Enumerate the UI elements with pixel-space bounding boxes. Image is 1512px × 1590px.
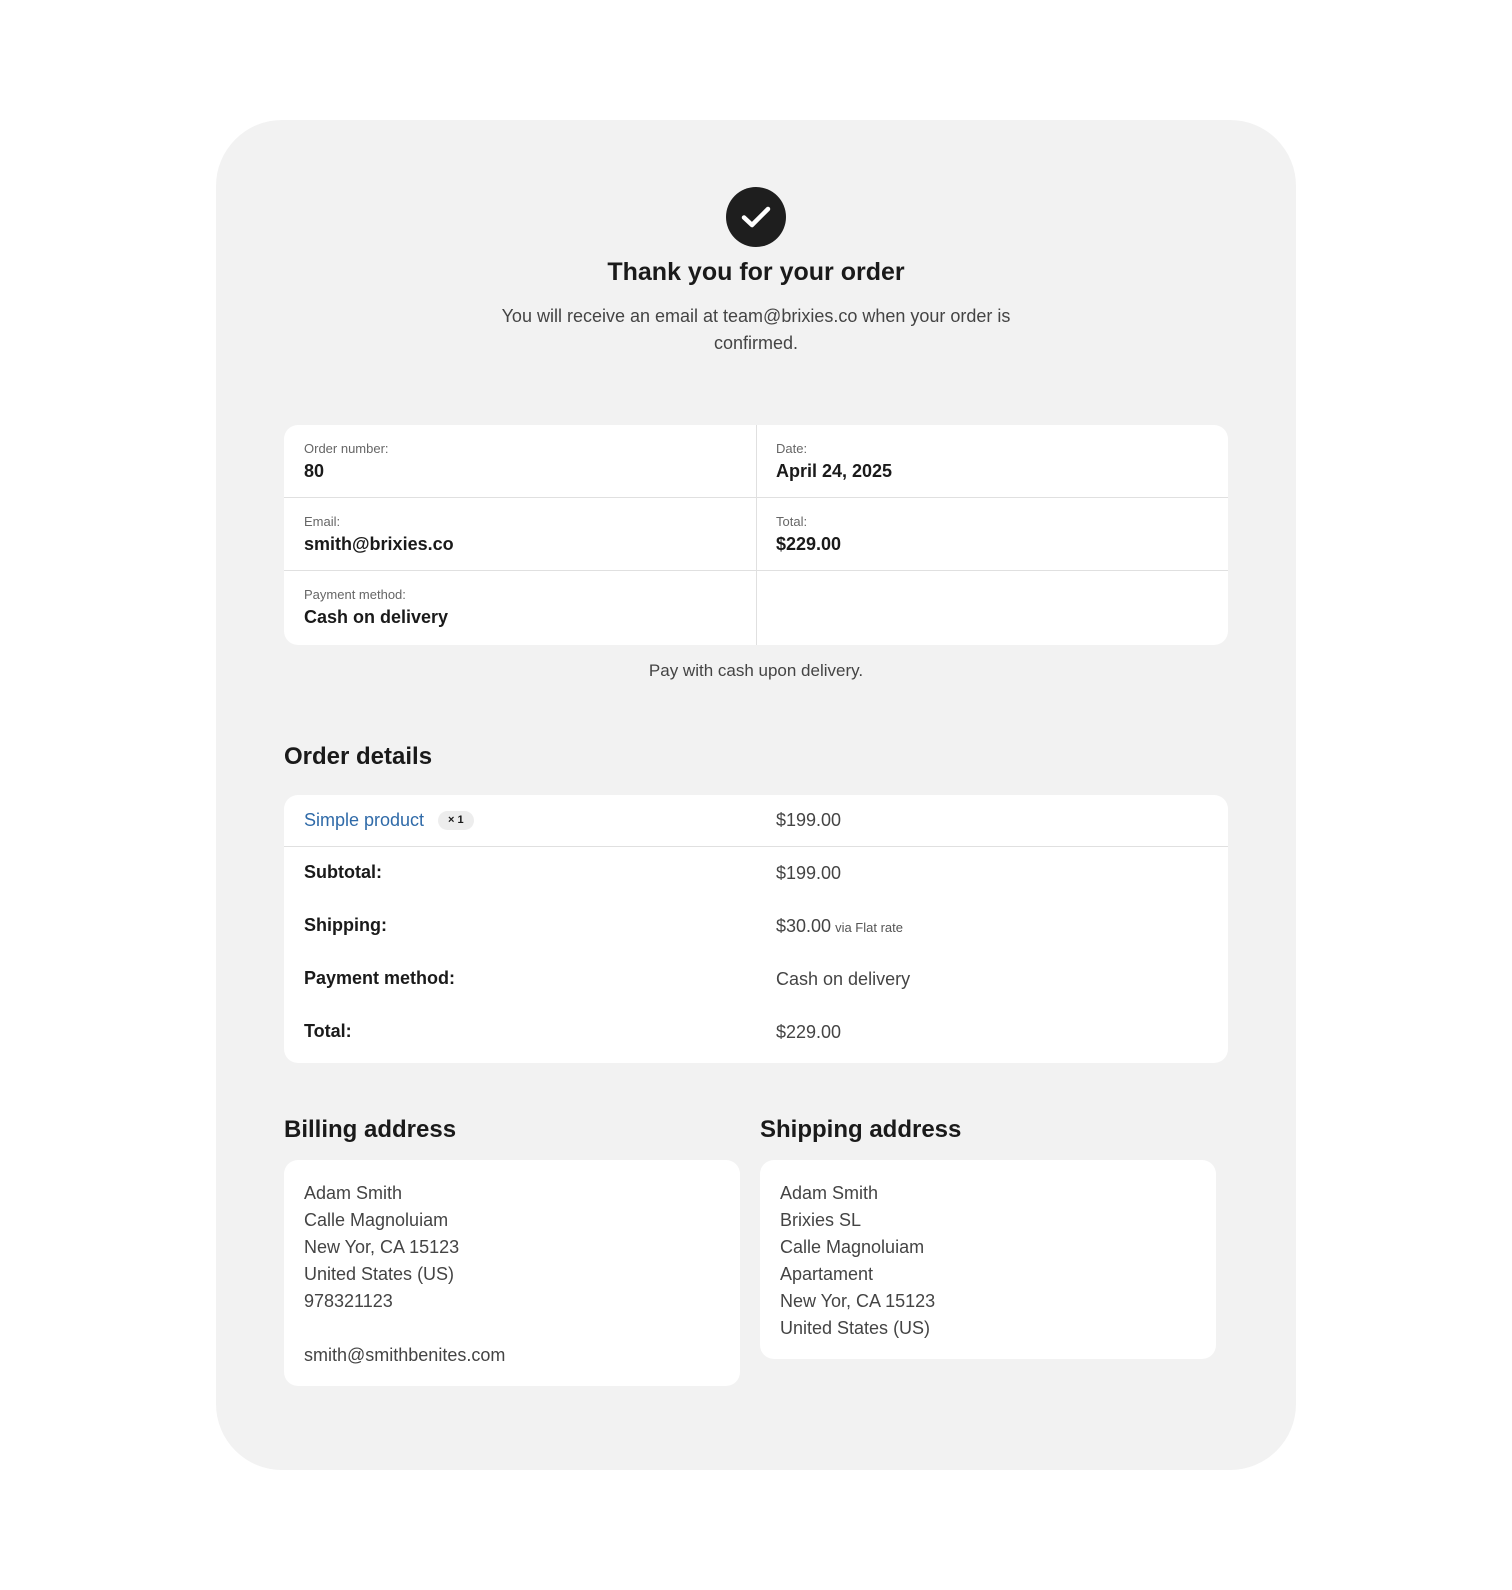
total-label: Total: — [776, 514, 808, 529]
product-link[interactable]: Simple product — [304, 810, 425, 830]
order-confirmation-card — [216, 120, 1296, 1470]
order-details-heading: Order details — [284, 743, 433, 770]
confirmation-message: You will receive an email at team@brixies.co when your order is confirmed. — [501, 306, 1011, 353]
email-cell — [284, 498, 756, 571]
shipping-address-line: Calle Magnoluiam — [780, 1237, 925, 1257]
date-label: Date: — [776, 441, 808, 456]
shipping-address-line: Brixies SL — [780, 1210, 862, 1230]
billing-address-heading: Billing address — [284, 1116, 457, 1143]
date-value: April 24, 2025 — [776, 461, 893, 481]
page-title: Thank you for your order — [607, 258, 905, 286]
shipping-address-box — [760, 1160, 1216, 1359]
billing-email: smith@smithbenites.com — [304, 1345, 506, 1365]
shipping-address-line: Adam Smith — [780, 1183, 879, 1203]
shipping-method-note: via Flat rate — [835, 920, 903, 935]
order-total-value: $229.00 — [776, 1022, 842, 1042]
order-total-label: Total: — [304, 1021, 352, 1041]
payment-method-label: Payment method: — [304, 587, 406, 602]
billing-address-box — [284, 1160, 740, 1386]
shipping-value-group — [776, 916, 903, 937]
total-cell — [756, 498, 1228, 571]
order-overview-table — [284, 425, 1228, 645]
shipping-value: $30.00 — [776, 916, 832, 936]
payment-method-cell — [284, 571, 756, 644]
billing-address-line: New Yor, CA 15123 — [304, 1237, 460, 1257]
billing-phone: 978321123 — [304, 1291, 393, 1311]
shipping-address-heading: Shipping address — [760, 1116, 962, 1143]
order-number-cell — [284, 425, 756, 498]
email-value: smith@brixies.co — [304, 534, 454, 554]
payment-method-summary-value: Cash on delivery — [776, 969, 911, 989]
subtotal-label: Subtotal: — [304, 862, 382, 882]
shipping-address-line: New Yor, CA 15123 — [780, 1291, 936, 1311]
check-circle-icon — [726, 187, 786, 247]
date-cell — [756, 425, 1228, 498]
product-row — [284, 795, 1228, 847]
shipping-address-line: Apartament — [780, 1264, 874, 1284]
subtotal-value: $199.00 — [776, 863, 842, 883]
shipping-label: Shipping: — [304, 915, 387, 935]
order-number-value: 80 — [304, 461, 325, 481]
billing-address-line: Adam Smith — [304, 1183, 403, 1203]
shipping-address-line: United States (US) — [780, 1318, 931, 1338]
order-details-table — [284, 795, 1228, 1063]
quantity-badge: × 1 — [438, 811, 474, 830]
payment-method-summary-label: Payment method: — [304, 968, 456, 988]
billing-address-line: Calle Magnoluiam — [304, 1210, 449, 1230]
payment-instructions: Pay with cash upon delivery. — [648, 661, 864, 680]
billing-address-line: United States (US) — [304, 1264, 455, 1284]
checkmark-icon — [741, 205, 771, 229]
product-price: $199.00 — [776, 810, 842, 830]
order-number-label: Order number: — [304, 441, 389, 456]
email-label: Email: — [304, 514, 341, 529]
column-divider — [756, 425, 757, 645]
address-spacer — [304, 1315, 720, 1342]
total-value: $229.00 — [776, 534, 842, 554]
payment-method-value: Cash on delivery — [304, 607, 449, 627]
